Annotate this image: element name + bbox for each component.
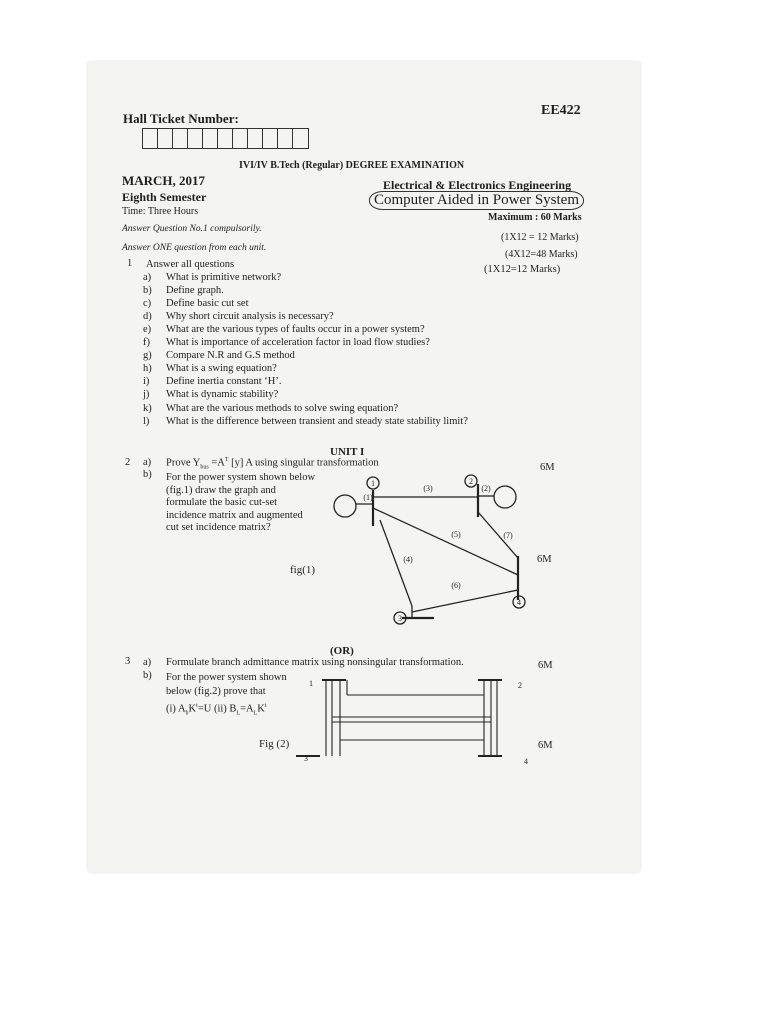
q1-item-label: k) [143, 403, 152, 414]
branch-label-7: (7) [503, 531, 513, 540]
branch-label-5: (5) [451, 530, 461, 539]
q2-number: 2 [125, 457, 131, 468]
branch-name: Electrical & Electronics Engineering [383, 178, 572, 192]
q1-item-label: i) [143, 376, 150, 387]
subject-title: Computer Aided in Power System [369, 191, 584, 210]
branch-label-6: (6) [451, 581, 461, 590]
or-separator: (OR) [330, 645, 354, 657]
marks-note-2: (4X12=48 Marks) [505, 249, 578, 260]
q1-item-text: Define inertia constant ‘H’. [166, 376, 282, 387]
q2a-label: a) [143, 457, 152, 468]
q1-item-label: b) [143, 285, 152, 296]
fig2-node-2: 2 [518, 681, 522, 690]
q2a-text: Prove $Y_{bus} =A^T$ [y] A using singular transformation [166, 457, 379, 471]
q1-item-text: What is importance of acceleration factor in load flow studies? [166, 337, 430, 348]
unit-heading: UNIT I [330, 446, 365, 458]
q1-item-text: What is dynamic stability? [166, 389, 279, 400]
q1-item-label: d) [143, 311, 152, 322]
q1-item-label: f) [143, 337, 150, 348]
max-marks: Maximum : 60 Marks [488, 212, 582, 223]
q1-title: Answer all questions [146, 259, 235, 270]
node-3: 3 [398, 614, 402, 623]
branch-label-3: (3) [423, 484, 433, 493]
q3b-marks: 6M [538, 740, 553, 751]
branch-label-2: (2) [481, 484, 491, 493]
q2b-label: b) [143, 469, 152, 480]
semester: Eighth Semester [122, 190, 207, 204]
marks-note-3: (1X12=12 Marks) [484, 264, 561, 275]
q2b-marks: 6M [537, 554, 552, 565]
branch-label-4: (4) [403, 555, 413, 564]
fig2-node-3: 3 [304, 754, 308, 763]
hall-ticket-label: Hall Ticket Number: [123, 111, 239, 126]
q1-item-text: What are the various methods to solve swing equation? [166, 403, 399, 414]
node-1: 1 [371, 479, 375, 488]
exam-title: IVI/IV B.Tech (Regular) DEGREE EXAMINATION [239, 160, 465, 171]
q1-item-label: g) [143, 350, 152, 361]
q1-item-label: a) [143, 272, 152, 283]
fig2-node-4: 4 [524, 757, 528, 766]
marks-note-1: (1X12 = 12 Marks) [501, 232, 579, 243]
q1-item-text: Define graph. [166, 285, 224, 296]
q1-item-label: h) [143, 363, 152, 374]
q1-item-text: Why short circuit analysis is necessary? [166, 311, 334, 322]
q1-item-text: Define basic cut set [166, 298, 249, 309]
fig1-label: fig(1) [290, 564, 316, 576]
q1-item-text: What is the difference between transient and steady state stability limit? [166, 416, 468, 427]
instruction-2: Answer ONE question from each unit. [122, 243, 267, 253]
q1-item-label: e) [143, 324, 152, 335]
q3b-label: b) [143, 670, 152, 681]
instruction-1: Answer Question No.1 compulsorily. [122, 224, 262, 234]
branch-label-1: (1) [363, 493, 373, 502]
q1-item-label: c) [143, 298, 152, 309]
course-code: EE422 [541, 103, 581, 118]
q3a-marks: 6M [538, 660, 553, 671]
q3b-text: For the power system shown below (fig.2) prove that (i) $A_bK^t=U$ (ii) $B_L=A_LK^t$ [166, 672, 287, 717]
q1-item-text: What is primitive network? [166, 272, 282, 283]
node-2: 2 [469, 477, 473, 486]
fig2-label: Fig (2) [259, 738, 290, 750]
q2b-text: For the power system shown below (fig.1) draw the graph and formulate the basic cut-set incidence matrix and augmented cut set incidence matrix? [166, 472, 316, 533]
q3a-label: a) [143, 657, 152, 668]
month-year: MARCH, 2017 [122, 173, 206, 188]
q1-item-label: j) [143, 389, 150, 400]
time-allowed: Time: Three Hours [122, 206, 199, 217]
q1-item-text: Compare N.R and G.S method [166, 350, 295, 361]
node-4: 4 [517, 598, 521, 607]
q3a-text: Formulate branch admittance matrix using nonsingular transformation. [166, 657, 464, 668]
q1-item-text: What is a swing equation? [166, 363, 277, 374]
q3-number: 3 [125, 656, 131, 667]
q1-item-label: l) [143, 416, 150, 427]
q2a-marks: 6M [540, 462, 555, 473]
q1-number: 1 [127, 258, 133, 269]
q1-item-text: What are the various types of faults occur in a power system? [166, 324, 425, 335]
fig2-node-1: 1 [309, 679, 313, 688]
